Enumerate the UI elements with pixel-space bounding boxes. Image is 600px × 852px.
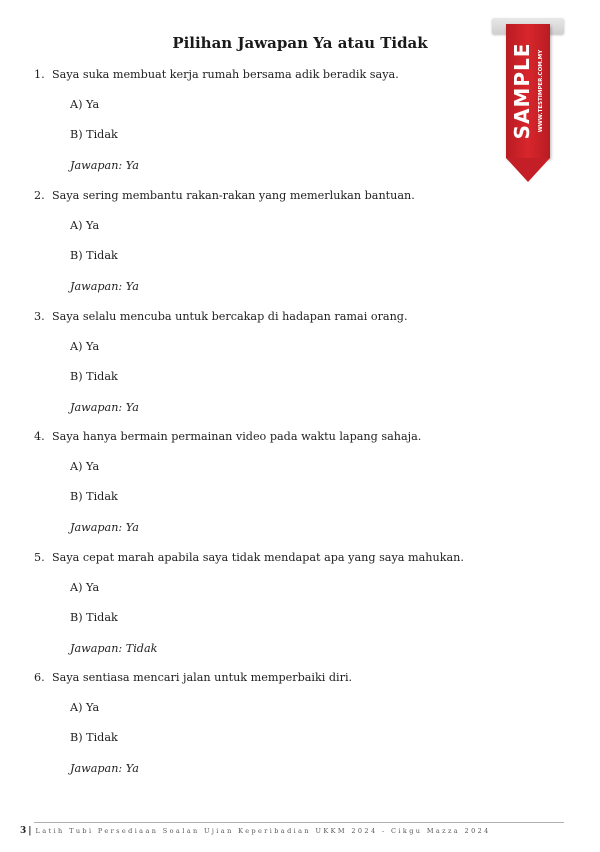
option-a: A) Ya (70, 340, 100, 353)
option-b: B) Tidak (70, 249, 118, 262)
sample-ribbon (492, 18, 564, 188)
question-number: 3. (34, 310, 45, 323)
answer-text: Jawapan: Ya (70, 762, 139, 775)
question-text (34, 551, 464, 564)
question-text (34, 310, 408, 323)
answer-text: Jawapan: Ya (70, 401, 139, 414)
question-label: Saya sering membantu rakan-rakan yang memerlukan bantuan. (52, 189, 415, 202)
option-a: A) Ya (70, 581, 100, 594)
answer-text: Jawapan: Ya (70, 280, 139, 293)
question-label: Saya suka membuat kerja rumah bersama adik beradik saya. (52, 68, 399, 81)
question-number: 6. (34, 671, 45, 684)
option-a: A) Ya (70, 219, 100, 232)
question-number: 1. (34, 68, 45, 81)
option-a: A) Ya (70, 98, 100, 111)
option-b: B) Tidak (70, 128, 118, 141)
question-label: Saya cepat marah apabila saya tidak mendapat apa yang saya mahukan. (52, 551, 464, 564)
question-text (34, 430, 421, 443)
ribbon-text (506, 24, 550, 158)
answer-text: Jawapan: Ya (70, 159, 139, 172)
option-a: A) Ya (70, 701, 100, 714)
footer-separator: | (28, 826, 32, 836)
question-item (0, 671, 600, 791)
question-number: 5. (34, 551, 45, 564)
question-label: Saya selalu mencuba untuk bercakap di hadapan ramai orang. (52, 310, 408, 323)
page-title: Pilihan Jawapan Ya atau Tidak (172, 34, 428, 52)
answer-text: Jawapan: Tidak (70, 642, 158, 655)
question-text (34, 671, 352, 684)
footer-text: Latih Tubi Persediaan Soalan Ujian Keperibadian UKKM 2024 - Cikgu Mazza 2024 (35, 827, 491, 835)
ribbon-main-label: SAMPLE (510, 42, 534, 140)
question-text (34, 68, 399, 81)
ribbon-sub-label: WWW.TESTIMPER.COM.MY (538, 49, 544, 133)
question-label: Saya sentiasa mencari jalan untuk memperbaiki diri. (52, 671, 353, 684)
question-text (34, 189, 415, 202)
question-item (0, 189, 600, 309)
question-item (0, 430, 600, 550)
option-b: B) Tidak (70, 731, 118, 744)
page-number: 3 (20, 826, 27, 836)
question-number: 2. (34, 189, 45, 202)
question-label: Saya hanya bermain permainan video pada waktu lapang sahaja. (52, 430, 422, 443)
option-b: B) Tidak (70, 490, 118, 503)
option-b: B) Tidak (70, 611, 118, 624)
question-item (0, 551, 600, 671)
ribbon-tip (506, 158, 550, 182)
option-a: A) Ya (70, 460, 100, 473)
answer-text: Jawapan: Ya (70, 521, 139, 534)
footer (20, 826, 491, 836)
footer-divider (34, 822, 564, 823)
question-number: 4. (34, 430, 45, 443)
question-item (0, 310, 600, 430)
option-b: B) Tidak (70, 370, 118, 383)
